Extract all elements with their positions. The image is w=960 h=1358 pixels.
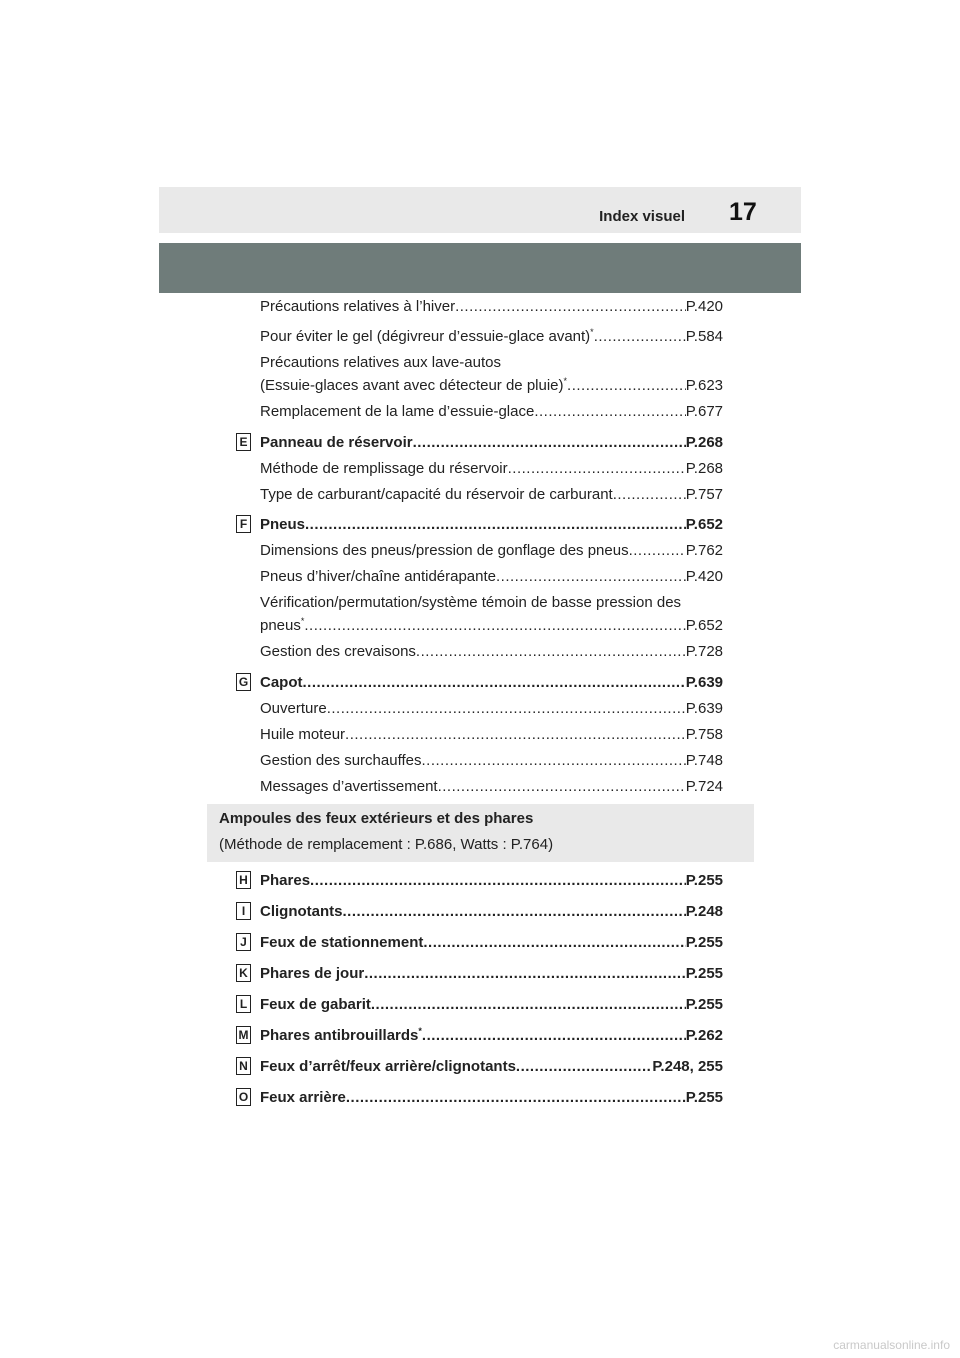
lamp-fog xyxy=(260,1025,723,1047)
entry-page: P.420 xyxy=(685,568,723,585)
callout-letter-o: O xyxy=(236,1088,251,1106)
footnote-star: * xyxy=(563,376,568,386)
callout-letter-i: I xyxy=(236,902,251,920)
lamp-headlights xyxy=(260,870,723,892)
callout-letter-j: J xyxy=(236,933,251,951)
entry-tpms xyxy=(260,615,723,637)
entry-page: P.248, 255 xyxy=(652,1058,723,1075)
entry-page: P.584 xyxy=(685,328,723,345)
entry-flat xyxy=(260,641,723,663)
entry-page: P.652 xyxy=(685,617,723,634)
section-title: Index visuel xyxy=(599,208,685,225)
entry-refuel xyxy=(260,458,723,480)
entry-label: Méthode de remplissage du réservoir xyxy=(260,460,508,477)
lamp-turn-signals xyxy=(260,901,723,923)
lamp-side-marker xyxy=(260,994,723,1016)
lamps-section-subtitle: (Méthode de remplacement : P.686, Watts : P.764) xyxy=(219,836,554,853)
entry-page: P.268 xyxy=(685,434,723,451)
entry-label: Phares de jour xyxy=(260,965,365,982)
entry-label: Précautions relatives à l’hiver xyxy=(260,298,456,315)
watermark: carmanualsonline.info xyxy=(833,1338,950,1352)
lamp-daytime xyxy=(260,963,723,985)
entry-page: P.255 xyxy=(685,872,723,889)
entry-winter xyxy=(260,296,723,318)
callout-letter-e: E xyxy=(236,433,251,451)
entry-winter-tires xyxy=(260,566,723,588)
entry-warnings xyxy=(260,776,723,798)
entry-label: Feux de stationnement xyxy=(260,934,424,951)
entry-label: Feux de gabarit xyxy=(260,996,371,1013)
entry-tpms-line1: Vérification/permutation/système témoin de basse pression des xyxy=(260,594,682,611)
entry-label: Type de carburant/capacité du réservoir de carburant xyxy=(260,486,613,503)
footnote-star: * xyxy=(590,327,594,337)
entry-page: P.728 xyxy=(685,643,723,660)
entry-page: P.639 xyxy=(685,674,723,691)
entry-page: P.255 xyxy=(685,934,723,951)
entry-page: P.652 xyxy=(685,516,723,533)
entry-opening xyxy=(260,698,723,720)
entry-label: Phares xyxy=(260,872,311,889)
lamp-stop-tail xyxy=(260,1056,723,1078)
callout-letter-h: H xyxy=(236,871,251,889)
entry-overheat xyxy=(260,750,723,772)
entry-carwash-line1: Précautions relatives aux lave-autos xyxy=(260,354,501,371)
entry-label: Gestion des crevaisons xyxy=(260,643,416,660)
lamp-tail xyxy=(260,1087,723,1109)
entry-page: P.758 xyxy=(685,726,723,743)
entry-page: P.757 xyxy=(685,486,723,503)
entry-page: P.255 xyxy=(685,965,723,982)
footnote-star: * xyxy=(418,1026,422,1036)
lamps-section-title: Ampoules des feux extérieurs et des phares xyxy=(219,810,534,827)
entry-label: Huile moteur xyxy=(260,726,346,743)
callout-letter-m: M xyxy=(236,1026,251,1044)
entry-page: P.248 xyxy=(685,903,723,920)
callout-letter-k: K xyxy=(236,964,251,982)
entry-page: P.677 xyxy=(685,403,723,420)
entry-label: Messages d’avertissement xyxy=(260,778,438,795)
entry-label: pneus xyxy=(260,617,301,634)
entry-label: Clignotants xyxy=(260,903,343,920)
entry-tires xyxy=(260,514,723,536)
callout-letter-f: F xyxy=(236,515,251,533)
entry-page: P.420 xyxy=(685,298,723,315)
entry-tank xyxy=(260,432,723,454)
entry-label: Panneau de réservoir xyxy=(260,434,413,451)
entry-page: P.623 xyxy=(685,377,723,394)
entry-defrost xyxy=(260,326,723,348)
callout-letter-g: G xyxy=(236,673,251,691)
entry-page: P.639 xyxy=(685,700,723,717)
entry-hood xyxy=(260,672,723,694)
header-band xyxy=(159,187,801,233)
entry-page: P.255 xyxy=(685,1089,723,1106)
entry-label: Phares antibrouillards xyxy=(260,1027,419,1044)
entry-page: P.262 xyxy=(685,1027,723,1044)
entry-tire-size xyxy=(260,540,723,562)
entry-label: Gestion des surchauffes xyxy=(260,752,422,769)
entry-label: Ouverture xyxy=(260,700,327,717)
entry-label: Pneus xyxy=(260,516,306,533)
entry-page: P.762 xyxy=(685,542,723,559)
lamp-parking xyxy=(260,932,723,954)
entry-page: P.724 xyxy=(685,778,723,795)
callout-letter-n: N xyxy=(236,1057,251,1075)
callout-letter-l: L xyxy=(236,995,251,1013)
entry-page: P.255 xyxy=(685,996,723,1013)
entry-oil xyxy=(260,724,723,746)
entry-label: Capot xyxy=(260,674,303,691)
entry-page: P.748 xyxy=(685,752,723,769)
entry-label: Pneus d’hiver/chaîne antidérapante xyxy=(260,568,497,585)
entry-label: Feux arrière xyxy=(260,1089,346,1106)
page-number: 17 xyxy=(729,198,757,226)
entry-page: P.268 xyxy=(685,460,723,477)
header-gray-bar xyxy=(159,243,801,293)
entry-label: Remplacement de la lame d’essuie-glace xyxy=(260,403,535,420)
entry-label: (Essuie-glaces avant avec détecteur de pluie) xyxy=(260,377,564,394)
entry-label: Pour éviter le gel (dégivreur d’essuie-glace avant) xyxy=(260,328,591,345)
entry-carwash xyxy=(260,375,723,397)
entry-fuel-type xyxy=(260,484,723,506)
entry-blade xyxy=(260,401,723,423)
entry-label: Feux d’arrêt/feux arrière/clignotants xyxy=(260,1058,516,1075)
entry-label: Dimensions des pneus/pression de gonflage des pneus xyxy=(260,542,629,559)
footnote-star: * xyxy=(300,616,305,626)
